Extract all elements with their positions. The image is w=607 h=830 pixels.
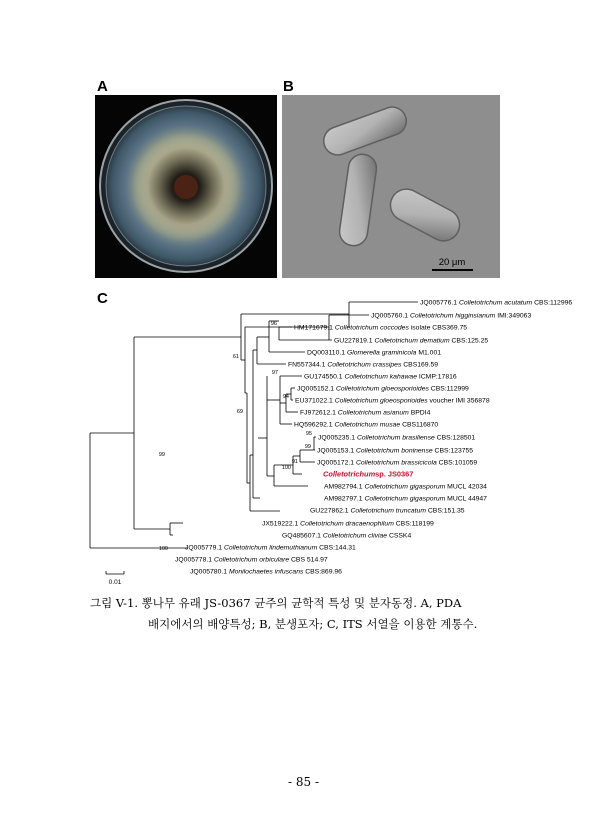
- taxon-label: JQ005779.1 Colletotrichum lindemuthianum CBS:144.31: [185, 544, 356, 552]
- bootstrap-value: 91: [291, 459, 298, 465]
- bootstrap-value: 94: [282, 394, 289, 400]
- caption-line-2: 배지에서의 배양특성; B, 분생포자; C, ITS 서열을 이용한 계통수.: [148, 617, 478, 631]
- taxon-label: JQ005153.1 Colletotrichum boninense CBS:123755: [317, 447, 474, 455]
- bootstrap-value: 69: [236, 409, 243, 415]
- taxon-label: JX519222.1 Colletotrichum dracaenophilum CBS:118199: [262, 520, 434, 528]
- scale-bar-b-label: 20 μm: [438, 257, 466, 268]
- taxon-label: JQ005152.1 Colletotrichum gloeosporioides CBS:112999: [297, 385, 469, 393]
- caption-line-1: 그림 V-1. 뽕나무 유래 JS-0367 균주의 균학적 특성 및 분자동정. A, PDA: [90, 596, 462, 610]
- panel-a-label: A: [97, 78, 108, 95]
- conidia-micrograph: [282, 95, 500, 278]
- taxon-label: FN557344.1 Colletotrichum crassipes CBS169.59: [288, 361, 439, 369]
- page-number: - 85 -: [287, 775, 319, 789]
- taxon-label: JQ005780.1 Monilochaetes infuscans CBS:869.96: [190, 568, 342, 576]
- taxon-label: JQ005778.1 Colletotrichum orbiculare CBS 514.97: [175, 556, 328, 564]
- bootstrap-value: 97: [271, 370, 278, 376]
- taxon-label: AM982794.1 Colletotrichum gigasporum MUCL 42034: [324, 483, 487, 491]
- taxon-label: JQ005760.1 Colletotrichum higginsianum IMI:349063: [371, 312, 532, 320]
- taxon-label: HQ596292.1 Colletotrichum musae CBS116870: [294, 421, 439, 429]
- taxon-label: DQ003110.1 Glomerella graminicola M1.001: [307, 349, 442, 357]
- bootstrap-value: 99: [158, 452, 165, 458]
- taxon-label: GU227819.1 Colletotrichum dematium CBS:125.25: [334, 337, 489, 345]
- query-taxon-label: Colletotrichumsp. JS0367: [323, 469, 414, 479]
- taxon-label: JQ005172.1 Colletotrichum brassicicola CBS:101059: [317, 459, 478, 467]
- bootstrap-values: [159, 321, 312, 552]
- taxon-label: AM982797.1 Colletotrichum gigasporum MUCL 44947: [324, 495, 487, 503]
- panel-c-label: C: [97, 290, 108, 307]
- bootstrap-value: 95: [305, 431, 312, 437]
- bootstrap-value: 100: [281, 465, 291, 471]
- taxon-label: JQ005776.1 Colletotrichum acutatum CBS:112996: [420, 299, 573, 307]
- taxon-label: JQ005235.1 Colletotrichum brasiliense CBS:128501: [318, 434, 476, 442]
- taxon-label: GQ485607.1 Colletotrichum cliviae CSSK4: [282, 532, 412, 540]
- taxon-label: HM171679.1 Colletotrichum coccodes isolate CBS369.75: [294, 324, 468, 332]
- taxon-label: EU371022.1 Colletotrichum gloeosporioides voucher IMI 356878: [295, 397, 490, 405]
- phylogenetic-tree: [80, 290, 573, 590]
- bootstrap-value: 100: [158, 546, 168, 552]
- scale-bar-c-label: 0.01: [108, 579, 122, 586]
- taxon-label: GU174550.1 Colletotrichum kahawae ICMP:17816: [304, 373, 457, 381]
- figure-caption: [90, 593, 530, 635]
- taxon-label: FJ972612.1 Colletotrichum asianum BPDI4: [300, 409, 431, 417]
- bootstrap-value: 96: [270, 321, 277, 327]
- panel-b-label: B: [283, 78, 294, 95]
- culture-plate-photo: [95, 95, 277, 278]
- taxon-labels: [175, 300, 572, 576]
- taxon-label: GU227862.1 Colletotrichum truncatum CBS:151.35: [310, 507, 465, 515]
- bootstrap-value: 61: [232, 354, 239, 360]
- bootstrap-value: 99: [304, 444, 311, 450]
